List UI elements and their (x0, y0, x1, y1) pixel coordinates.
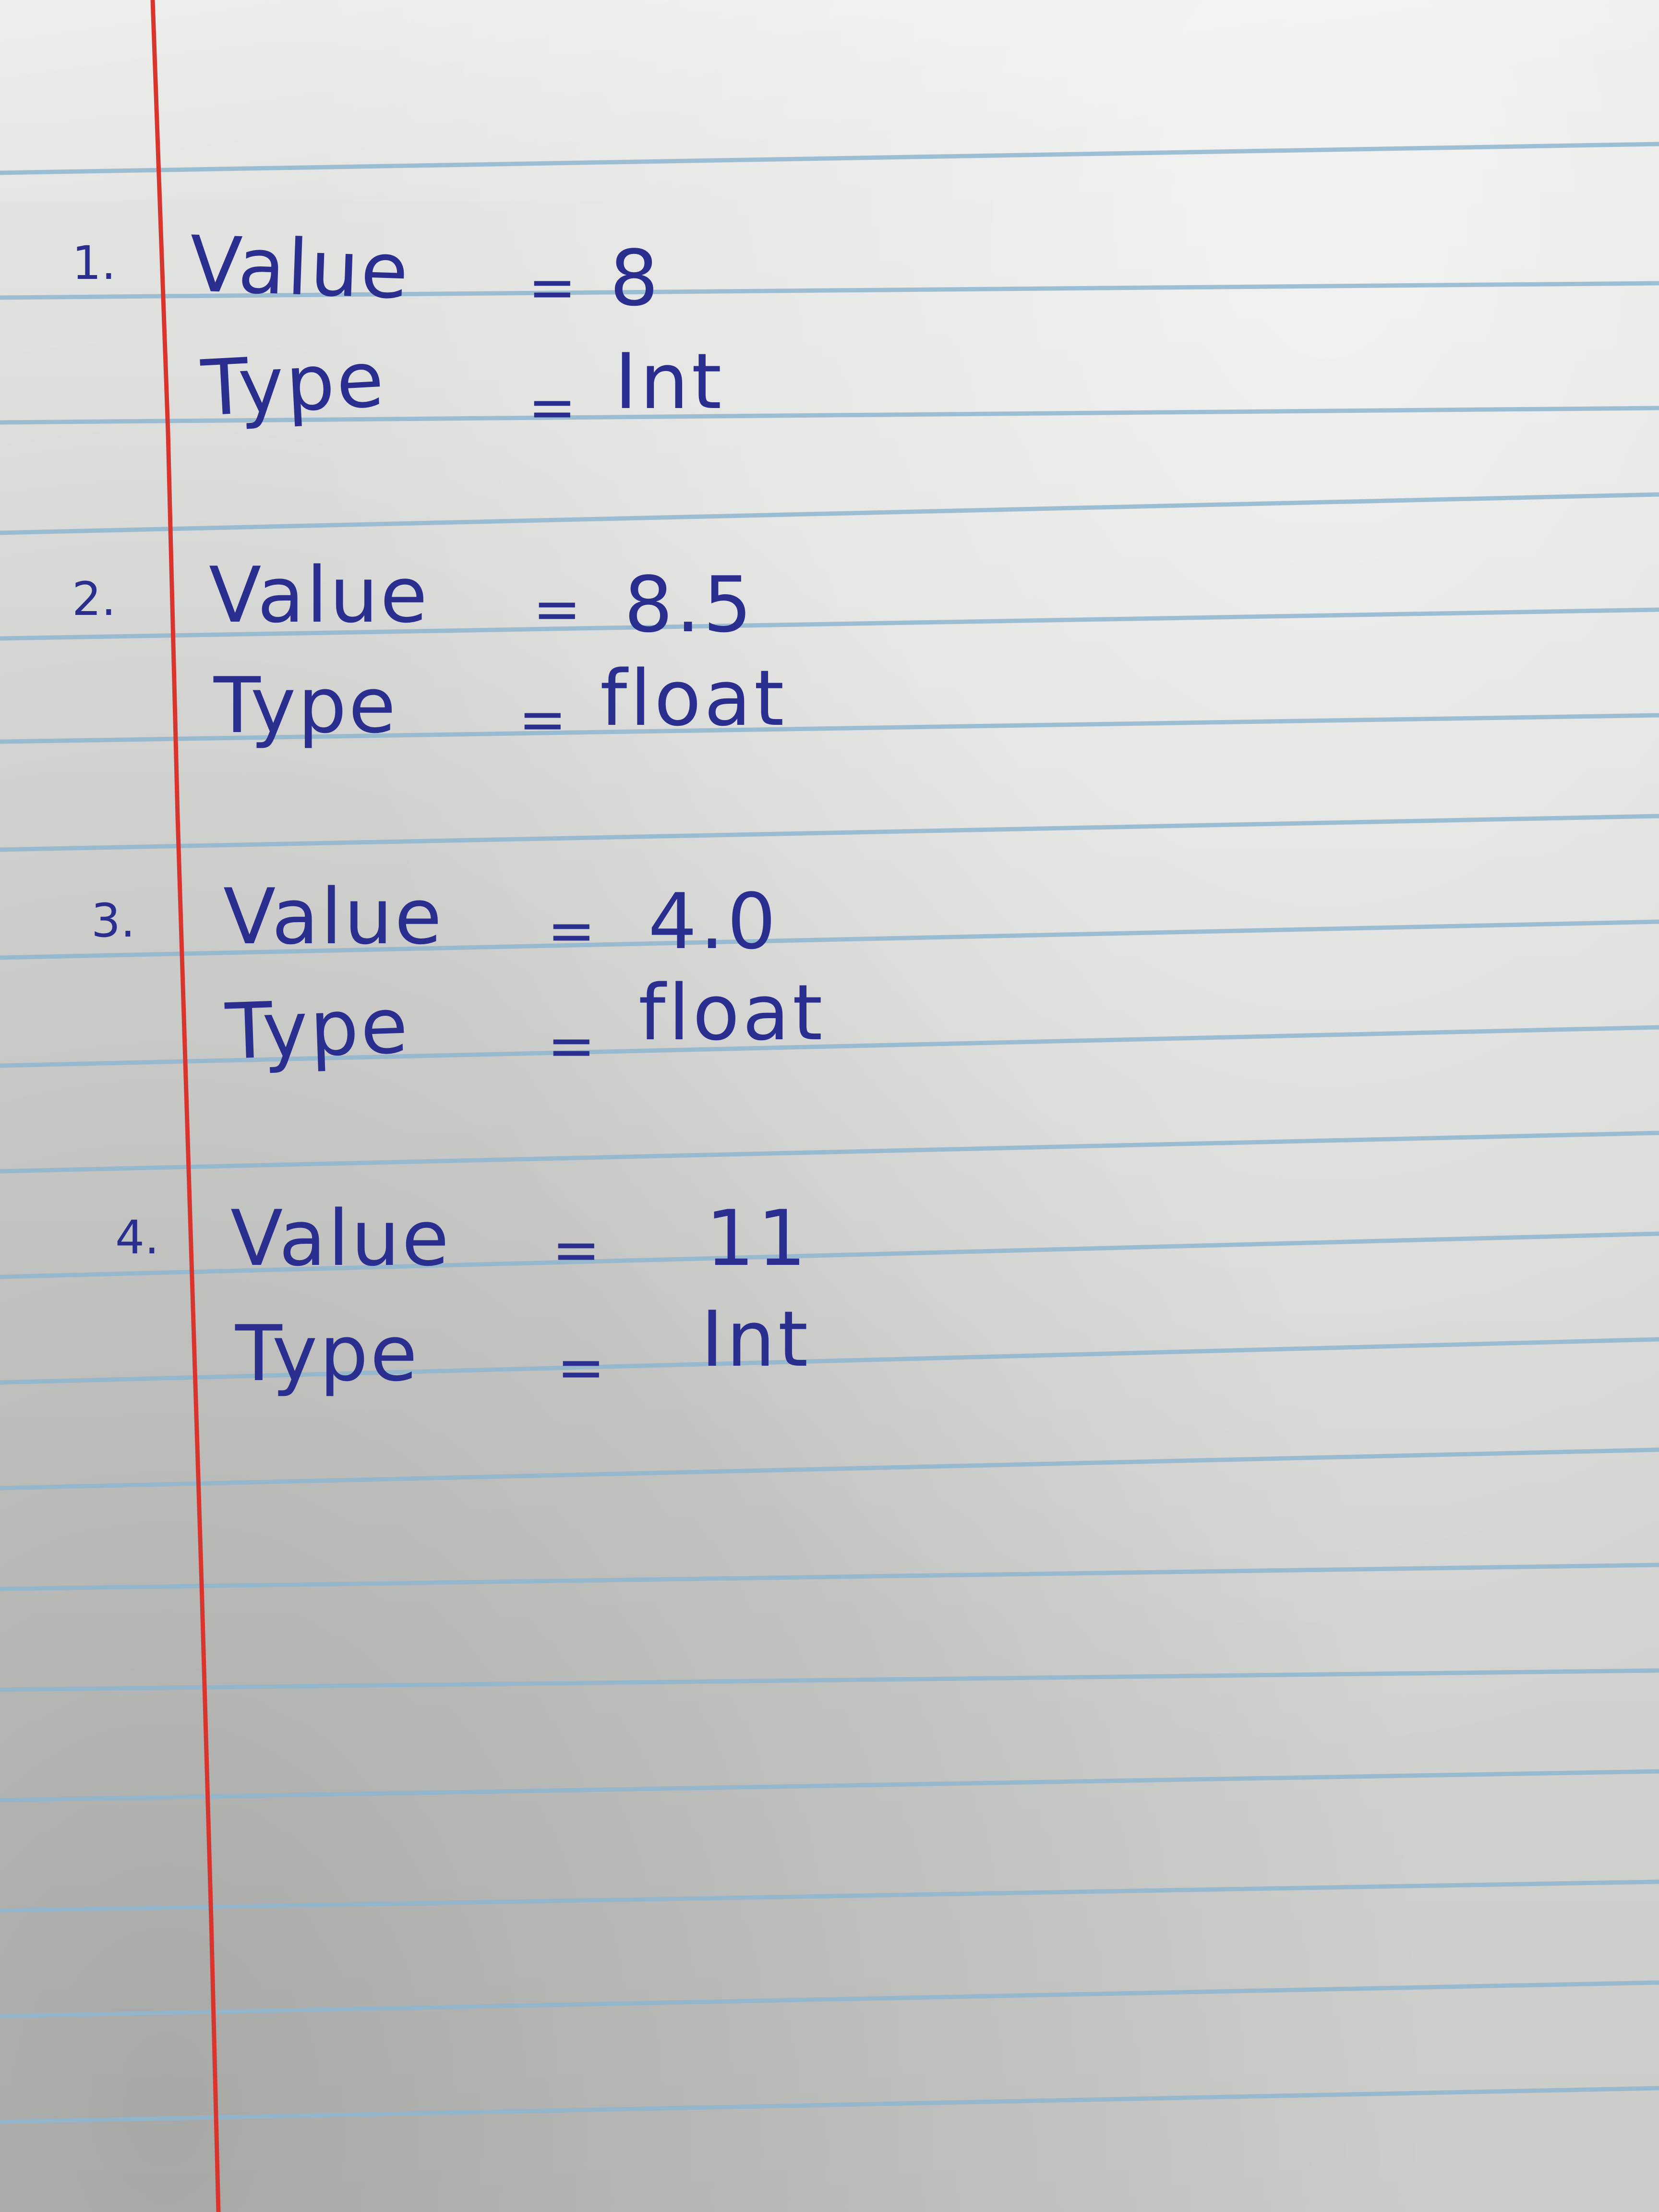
entry-1-value-equals: = (528, 254, 577, 321)
entry-2-value-label: Value (209, 550, 430, 640)
entry-4-number: 4. (115, 1211, 159, 1264)
entry-4-type: Int (701, 1294, 811, 1384)
entry-3-value-label: Value (223, 872, 444, 962)
entry-3-number: 3. (91, 894, 135, 948)
entry-1-type-equals: = (528, 374, 577, 441)
entry-3-type: float (638, 968, 826, 1058)
entry-3-type-label: Type (224, 980, 411, 1077)
entry-1-type: Int (614, 337, 725, 426)
entry-4-value-equals: = (552, 1217, 601, 1284)
entry-3-value-equals: = (547, 898, 596, 964)
entry-2-type-equals: = (518, 686, 567, 753)
entry-2-number: 2. (72, 572, 116, 626)
entry-2-type-label: Type (214, 661, 398, 750)
entry-4-value: 11 (706, 1193, 809, 1283)
entry-4-value-label: Value (230, 1193, 451, 1283)
entry-4-type-equals: = (557, 1334, 605, 1401)
entry-1-value: 8 (610, 233, 661, 323)
entry-2-value-equals: = (533, 576, 581, 643)
entry-3-value: 4.0 (648, 877, 779, 966)
entry-1-type-label: Type (199, 334, 388, 433)
entry-2-value: 8.5 (624, 560, 755, 649)
entry-1-number: 1. (72, 236, 116, 290)
entry-2-type: float (600, 653, 787, 743)
entry-3-type-equals: = (547, 1013, 596, 1080)
margin-line (153, 0, 218, 2212)
entry-4-type-label: Type (235, 1309, 420, 1398)
entry-1-value-label: Value (188, 219, 412, 316)
